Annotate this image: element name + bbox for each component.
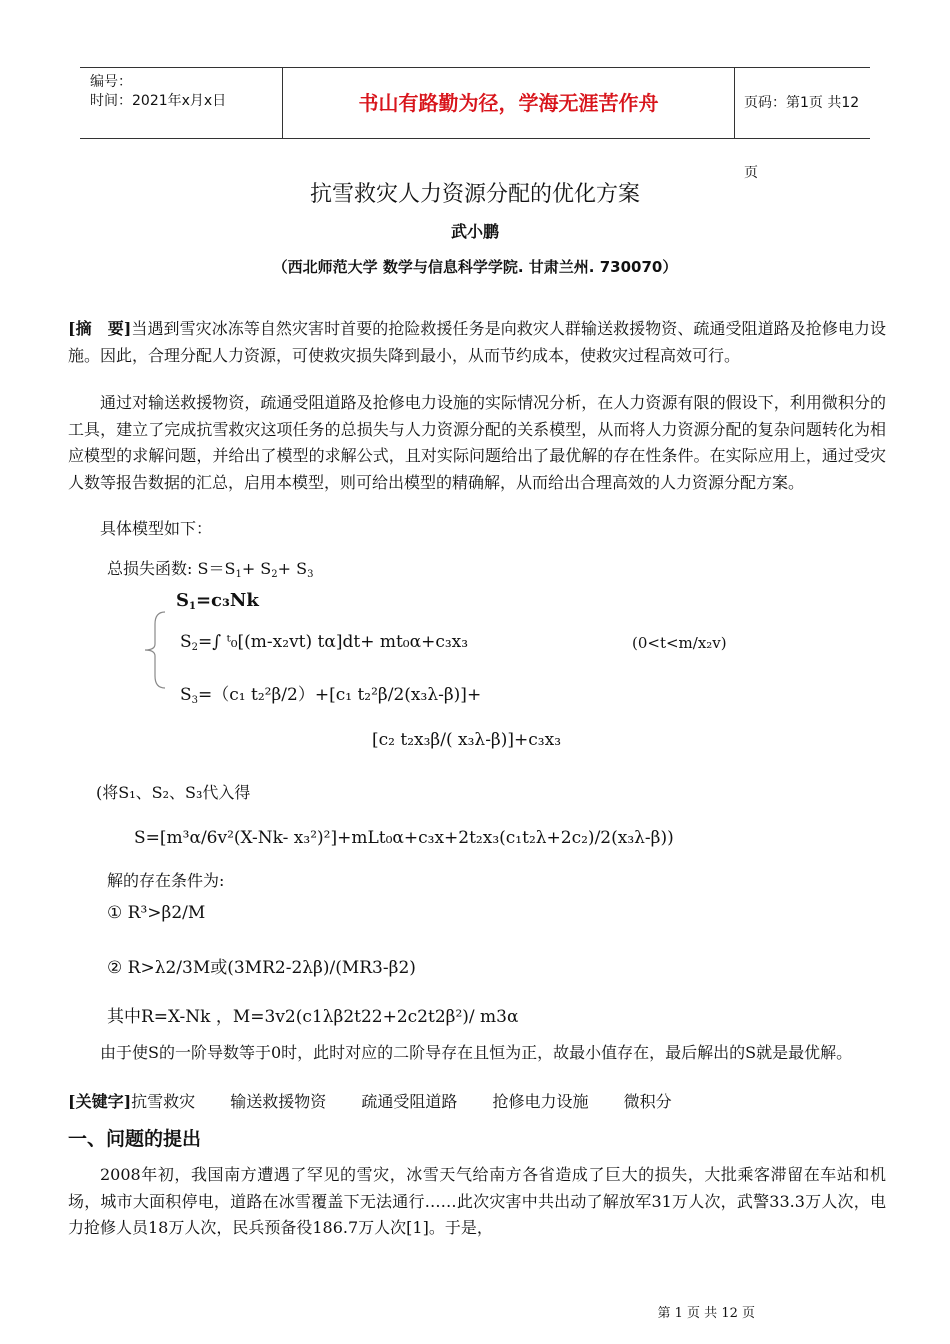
abstract-label: [摘 要]	[68, 319, 132, 338]
author-name: 武小鹏	[450, 222, 499, 241]
header-page-info: 页码：第1页 共12页	[744, 95, 860, 181]
header-motto: 书山有路勤为径，学海无涯苦作舟	[282, 68, 735, 138]
brace-icon	[143, 610, 167, 690]
keyword-item: 微积分	[623, 1092, 672, 1111]
header-number-label: 编号：	[90, 74, 132, 90]
s3-formula-line-2: [c₂ t₂x₃β/( x₃λ-β)]+c₃x₃	[372, 730, 562, 750]
document-title: 抗雪救灾人力资源分配的优化方案	[309, 182, 640, 207]
abstract-paragraph-2: 通过对输送救援物资，疏通受阻道路及抢修电力设施的实际情况分析，在人力资源有限的假设下，利用微积分的工具，建立了完成抗雪救灾这项任务的总损失与人力资源分配的关系模型，从而将人力资源分配的复杂问题转化为相应模型的求解问题，并给出了模型的求解公式，且对实际问题给出了最优解的存在性条件。在实际应用上，通过受灾人数等报告数据的汇总，启用本模型，则可给出模型的精确解，从而给出合理高效的人力资源分配方案。	[68, 393, 886, 492]
keyword-item: 抗雪救灾	[131, 1092, 196, 1111]
abstract-paragraph-1	[68, 316, 886, 369]
abstract-paragraph-3: 具体模型如下：	[100, 519, 213, 538]
conclusion-paragraph: 由于使S的一阶导数等于0时，此时对应的二阶导存在且恒为正，故最小值存在，最后解出的S就是最优解。	[100, 1043, 853, 1062]
s3-expr-1: =（c₁ t₂²β/2）+[c₁ t₂²β/2(x₃λ-β)]+	[198, 685, 482, 705]
substitute-line: (将S₁、S₂、S₃代入得	[96, 783, 251, 802]
where-clause: 其中R=X-Nk ，M=3v2(c1λβ2t22+2c2t2β²)/ m3α	[107, 1007, 519, 1027]
s2-formula: $S_2=\int$ ᵗ₀[(m-x₂vt) tα]dt+ mt₀α+c₃x₃	[180, 632, 469, 653]
keywords-label: [关键字]	[68, 1092, 132, 1111]
s1-expr: =c₃Nk	[195, 590, 259, 611]
keywords-line	[68, 1089, 672, 1112]
s1-formula: $S_1=c_3Nk$	[176, 590, 259, 612]
page-header	[80, 67, 870, 181]
condition-2: ② R>λ2/3M或(3MR2-2λβ)/(MR3-β2)	[107, 958, 416, 978]
keyword-item: 输送救援物资	[230, 1092, 327, 1111]
keyword-item: 抢修电力设施	[492, 1092, 589, 1111]
total-loss-expr: $S=S_1+ S_2+ S_3$	[197, 559, 314, 580]
keyword-item: 疏通受阻道路	[361, 1092, 458, 1111]
condition-1: ① R³>β2/M	[107, 903, 206, 923]
s2-condition: (0<t<m/x₂v)	[632, 634, 727, 652]
s2-expr: =∫ ᵗ₀[(m-x₂vt) tα]dt+ mt₀α+c₃x₃	[198, 632, 469, 652]
s3-formula-line-1: $S_3=(c_1$ t₂²β/2）+[c₁ t₂²β/2(x₃λ-β)]+	[180, 685, 482, 706]
header-meta	[80, 68, 282, 138]
total-loss-label: 总损失函数:	[107, 559, 193, 578]
section-1-heading: 一、问题的提出	[68, 1128, 202, 1150]
author-affiliation: （西北师范大学 数学与信息科学学院. 甘肃兰州. 730070）	[272, 258, 678, 276]
section-1-paragraph: 2008年初，我国南方遭遇了罕见的雪灾，冰雪天气给南方各省造成了巨大的损失，大批乘客滞留在车站和机场，城市大面积停电，道路在冰雪覆盖下无法通行……此次灾害中共出动了解放军31万人次，武警33.3万人次，电力抢修人员18万人次，民兵预备役186.7万人次[1]。于是，	[68, 1165, 886, 1237]
page-footer: 第 1 页 共 12 页	[657, 1306, 755, 1321]
abstract-text-1: 当遇到雪灾冰冻等自然灾害时首要的抢险救援任务是向救灾人群输送救援物资、疏通受阻道路及抢修电力设施。因此，合理分配人力资源，可使救灾损失降到最小，从而节约成本，使救灾过程高效可行。	[68, 319, 886, 365]
total-loss-formula	[107, 556, 313, 580]
s-result-formula: S=[m³α/6v²(X-Nk- x₃²)²]+mLt₀α+c₃x+2t₂x₃(c₁t₂λ+2c₂)/2(x₃λ-β))	[134, 828, 674, 848]
existence-label: 解的存在条件为:	[107, 871, 225, 890]
header-time-label: 时间：2021年x月x日	[90, 93, 227, 109]
